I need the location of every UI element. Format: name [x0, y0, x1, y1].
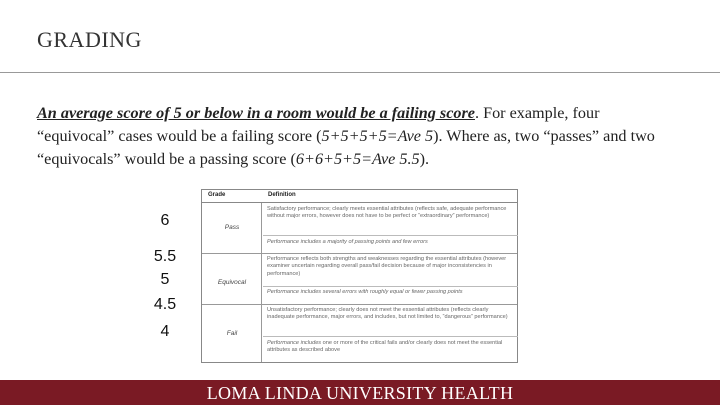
paragraph-equation-2: 6+6+5+5=Ave 5.5: [295, 150, 420, 168]
header-grade: Grade: [208, 192, 226, 198]
table-header: [202, 190, 517, 203]
score-scale-5-5: 5.5: [153, 248, 177, 265]
row-grade-cell: [202, 304, 262, 362]
row-grade-label: Pass: [224, 224, 240, 231]
row-inner-divider: [263, 235, 518, 236]
slide-title: GRADING: [37, 27, 142, 52]
row-note: Performance includes a majority of passing points and few errors: [267, 239, 428, 245]
row-grade-label: Equivocal: [217, 279, 247, 286]
table-row: [202, 253, 517, 305]
row-grade-cell: [202, 203, 262, 253]
title-divider: [0, 72, 720, 73]
paragraph-equation-1: 5+5+5+5=Ave 5: [321, 127, 434, 145]
row-note: [267, 340, 512, 355]
row-definition: Satisfactory performance; clearly meets essential attributes (reflects safe, adequate performance without major errors, however does not have to be perfect or “extraordinary” performance): [267, 206, 507, 220]
table-row: [202, 304, 517, 362]
header-definition: Definition: [268, 192, 296, 198]
row-definition: Unsatisfactory performance; clearly does not meet the essential attributes (reflects clearly inadequate performance, major errors, and includes, but not limited to, “dangerous” performance): [267, 307, 508, 321]
score-scale-5: 5: [160, 271, 170, 288]
paragraph-part-2: ). Where as, two “passes” and two “equivocals” would be a passing score (: [37, 127, 655, 168]
row-note-rest: one or more of the critical fails and/or clearly does not meet the essential attributes as described above: [267, 340, 503, 354]
row-note: Performance includes several errors with roughly equal or fewer passing points: [267, 289, 463, 295]
grade-definition-table: [201, 189, 518, 363]
score-scale-4-5: 4.5: [153, 296, 177, 313]
table-row: [202, 203, 517, 254]
row-note-prefix: Performance includes: [267, 340, 322, 346]
paragraph-part-3: ).: [419, 150, 430, 168]
footer-brand-logo: LOMA LINDA UNIVERSITY HEALTH: [206, 383, 514, 403]
row-grade-label: Fail: [226, 330, 238, 337]
paragraph-lead: An average score of 5 or below in a room would be a failing score: [37, 104, 475, 122]
score-scale-4: 4: [160, 323, 170, 340]
score-scale-6: 6: [160, 212, 170, 229]
row-inner-divider: [263, 286, 518, 287]
row-grade-cell: [202, 253, 262, 304]
paragraph-part-1: . For example, four “equivocal” cases would be a failing score (: [37, 104, 600, 145]
body-paragraph: [37, 102, 677, 171]
row-definition: Performance reflects both strengths and weaknesses regarding the essential attributes (however examiner uncertain regarding overall pass/fail decision because of major inconsistencies in performance): [267, 256, 507, 277]
row-inner-divider: [263, 336, 518, 337]
